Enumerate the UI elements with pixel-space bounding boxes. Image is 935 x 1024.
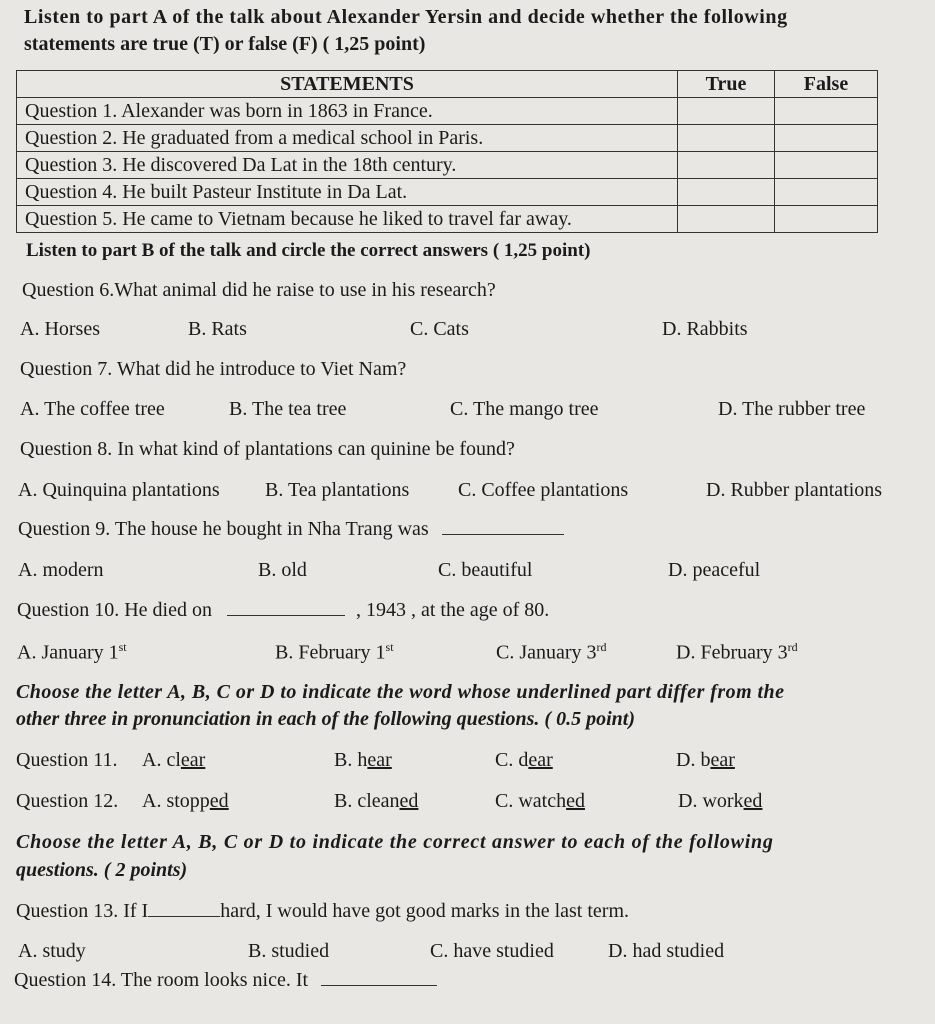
q13-option-a[interactable]: A. study (18, 940, 86, 962)
true-cell[interactable] (678, 98, 775, 125)
statement-cell: Question 1. Alexander was born in 1863 in France. (17, 98, 678, 125)
q11-b-prefix: B. h (334, 749, 368, 771)
false-cell[interactable] (775, 152, 878, 179)
q10-a-text: A. January 1 (17, 641, 119, 664)
question-13-text (16, 900, 629, 923)
q11-option-d[interactable] (676, 749, 735, 772)
q7-option-c[interactable]: C. The mango tree (450, 398, 599, 420)
question-10-text (17, 599, 549, 622)
q11-option-c[interactable] (495, 749, 553, 772)
q6-option-c[interactable]: C. Cats (410, 318, 469, 340)
pronunciation-instructions-line2: other three in pronunciation in each of the following questions. ( 0.5 point) (16, 708, 635, 730)
true-cell[interactable] (678, 206, 775, 233)
table-row (17, 152, 878, 179)
q10-d-text: D. February 3 (676, 641, 788, 664)
statement-cell: Question 2. He graduated from a medical school in Paris. (17, 125, 678, 152)
q6-option-d[interactable]: D. Rabbits (662, 318, 748, 340)
statement-cell: Question 5. He came to Vietnam because he liked to travel far away. (17, 206, 678, 233)
statement-cell: Question 3. He discovered Da Lat in the 18th century. (17, 152, 678, 179)
correct-answer-instructions-line1: Choose the letter A, B, C or D to indicate the correct answer to each of the following (16, 831, 774, 853)
q11-a-prefix: A. cl (142, 749, 181, 771)
true-cell[interactable] (678, 179, 775, 206)
q12-option-d[interactable] (678, 790, 762, 813)
q8-option-b[interactable]: B. Tea plantations (265, 479, 410, 501)
q11-b-underlined: ear (367, 749, 392, 771)
q10-option-b[interactable] (275, 640, 394, 665)
question-12-label: Question 12. (16, 790, 119, 812)
question-11-label: Question 11. (16, 749, 118, 771)
q8-option-d[interactable]: D. Rubber plantations (706, 479, 883, 501)
false-cell[interactable] (775, 125, 878, 152)
q10-b-sup: st (385, 640, 394, 654)
q9-blank (442, 534, 564, 535)
part-a-heading-line2: statements are true (T) or false (F) ( 1,25 point) (24, 33, 426, 55)
q10-a-sup: st (118, 640, 127, 654)
q10-option-d[interactable] (676, 640, 798, 665)
q9-option-d[interactable]: D. peaceful (668, 559, 761, 581)
q13-stem-end: hard, I would have got good marks in the last term. (220, 900, 630, 922)
header-true: True (678, 71, 775, 98)
q14-blank (321, 985, 437, 986)
q11-c-prefix: C. d (495, 749, 529, 771)
part-a-heading-line1: Listen to part A of the talk about Alexander Yersin and decide whether the following (24, 6, 788, 28)
q10-stem-end: , 1943 , at the age of 80. (355, 599, 550, 621)
pronunciation-instructions-line1: Choose the letter A, B, C or D to indicate the word whose underlined part differ from the (16, 681, 785, 703)
q12-b-underlined: ed (399, 790, 419, 812)
q11-d-prefix: D. b (676, 749, 711, 771)
q13-stem-start: Question 13. If I (16, 900, 149, 922)
q12-d-prefix: D. work (678, 790, 744, 812)
statement-cell: Question 4. He built Pasteur Institute in Da Lat. (17, 179, 678, 206)
q13-option-c[interactable]: C. have studied (430, 940, 554, 962)
false-cell[interactable] (775, 206, 878, 233)
question-7-text: Question 7. What did he introduce to Viet Nam? (20, 358, 407, 380)
table-row (17, 206, 878, 233)
q8-option-a[interactable]: A. Quinquina plantations (18, 479, 220, 501)
table-row (17, 125, 878, 152)
q6-option-b[interactable]: B. Rats (188, 318, 247, 340)
q10-option-c[interactable] (496, 640, 607, 665)
q12-option-a[interactable] (142, 790, 229, 813)
question-8-text: Question 8. In what kind of plantations can quinine be found? (20, 438, 515, 460)
q12-b-prefix: B. clean (334, 790, 400, 812)
q11-a-underlined: ear (180, 749, 206, 771)
true-cell[interactable] (678, 125, 775, 152)
correct-answer-instructions-line2: questions. ( 2 points) (16, 859, 188, 881)
question-6-text: Question 6.What animal did he raise to use in his research? (22, 279, 496, 301)
statements-table (16, 70, 878, 233)
q9-option-a[interactable]: A. modern (18, 559, 104, 581)
q11-c-underlined: ear (528, 749, 553, 771)
q13-blank (148, 916, 220, 917)
header-false: False (775, 71, 878, 98)
q12-a-underlined: ed (209, 790, 229, 812)
q11-option-a[interactable] (142, 749, 205, 772)
false-cell[interactable] (775, 179, 878, 206)
q10-option-a[interactable] (17, 640, 127, 665)
q6-option-a[interactable]: A. Horses (20, 318, 100, 340)
q11-d-underlined: ear (710, 749, 735, 771)
q12-d-underlined: ed (743, 790, 763, 812)
header-statements: STATEMENTS (17, 71, 678, 98)
q7-option-b[interactable]: B. The tea tree (229, 398, 347, 420)
q12-a-prefix: A. stopp (142, 790, 210, 812)
q10-c-sup: rd (596, 640, 607, 654)
q9-option-b[interactable]: B. old (258, 559, 307, 581)
table-row (17, 98, 878, 125)
q9-option-c[interactable]: C. beautiful (438, 559, 533, 581)
q11-option-b[interactable] (334, 749, 392, 772)
q10-c-text: C. January 3 (496, 641, 597, 664)
q10-stem-start: Question 10. He died on (17, 599, 212, 621)
part-b-heading: Listen to part B of the talk and circle the correct answers ( 1,25 point) (26, 240, 591, 261)
q12-c-prefix: C. watch (495, 790, 567, 812)
q12-option-c[interactable] (495, 790, 585, 813)
q12-c-underlined: ed (566, 790, 585, 812)
question-14-text (14, 969, 437, 992)
q9-stem: Question 9. The house he bought in Nha Trang was (18, 518, 429, 540)
table-row (17, 179, 878, 206)
q7-option-a[interactable]: A. The coffee tree (20, 398, 165, 420)
q13-option-b[interactable]: B. studied (248, 940, 330, 962)
false-cell[interactable] (775, 98, 878, 125)
true-cell[interactable] (678, 152, 775, 179)
q13-option-d[interactable]: D. had studied (608, 940, 725, 962)
table-header-row (17, 71, 878, 98)
q12-option-b[interactable] (334, 790, 418, 813)
q10-d-sup: rd (787, 640, 798, 654)
question-9-text (18, 518, 564, 541)
q10-blank (227, 615, 345, 616)
q10-b-text: B. February 1 (275, 641, 386, 664)
q8-option-c[interactable]: C. Coffee plantations (458, 479, 629, 501)
q7-option-d[interactable]: D. The rubber tree (718, 398, 866, 420)
q14-stem: Question 14. The room looks nice. It (14, 969, 309, 991)
